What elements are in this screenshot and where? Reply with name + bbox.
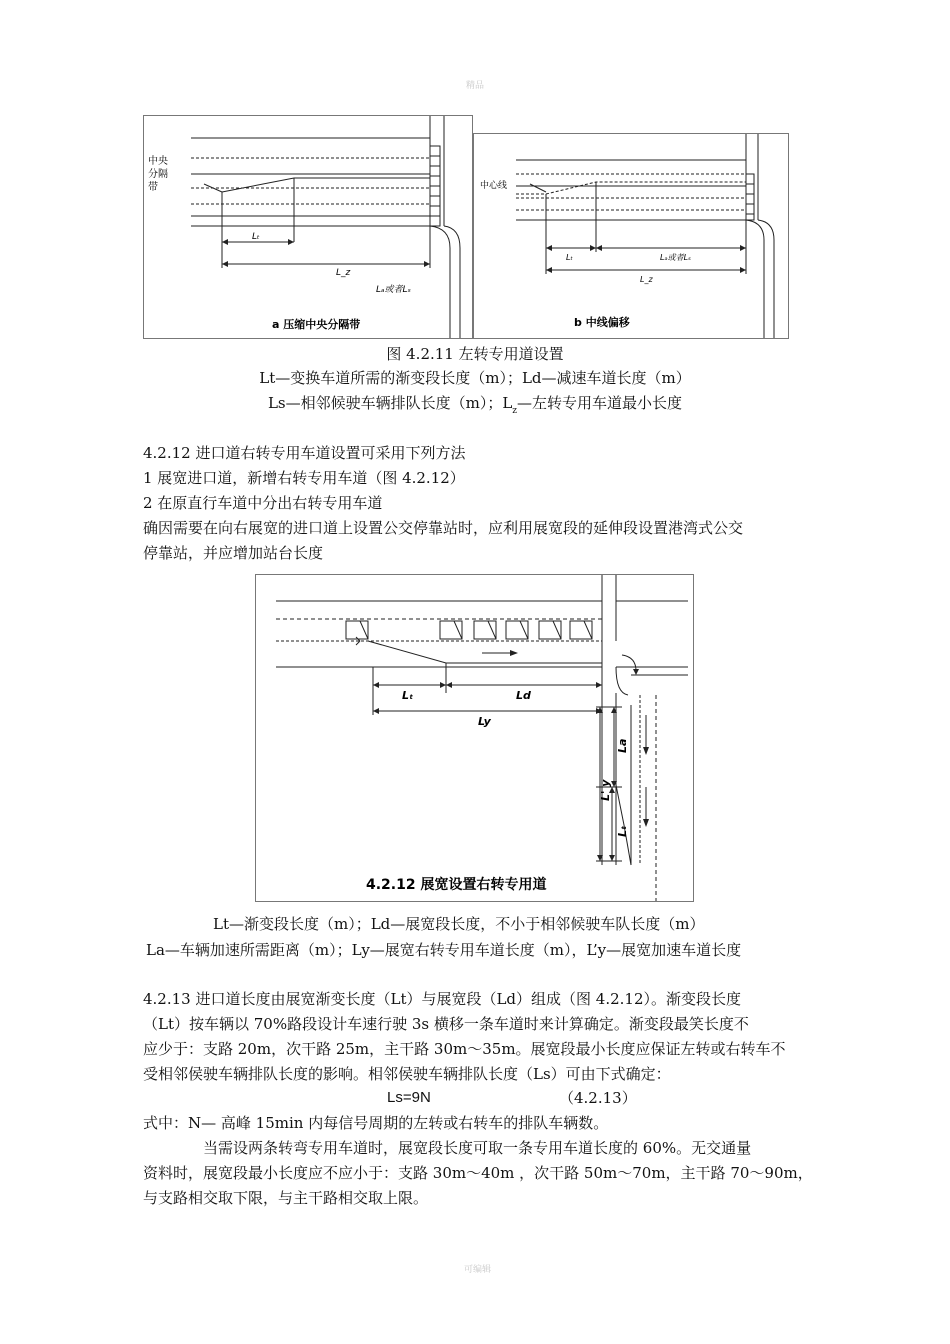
dim-ly: Ly [478, 715, 491, 728]
centerline-label: 中心线 [480, 181, 508, 191]
figure-b-caption: b 中线偏移 [574, 316, 630, 329]
dim-lt-h: Lₜ [402, 689, 414, 702]
figure-412-legend-2: La—车辆加速所需距离（m）；Ly—展宽右转专用车道长度（m），L’y—展宽加速车道长度 [146, 941, 742, 959]
section-413-line-8: 与支路相交取下限，与主干路相交取上限。 [143, 1189, 429, 1207]
dim-lt-b: Lₜ [566, 253, 573, 262]
watermark-bottom: 可编辑 [464, 1265, 492, 1275]
section-412-para-2: 停靠站，并应增加站台长度 [143, 544, 324, 562]
section-412-item-2: 2 在原直行车道中分出右转专用车道 [143, 494, 383, 512]
median-label-3: 带 [148, 182, 158, 193]
dim-ld-ls: Lₐ或者Lₛ [376, 285, 411, 295]
formula: Ls=9N [387, 1089, 431, 1106]
section-413-line-7: 资料时，展宽段最小长度应不应小于：支路 30m～40m ，次干路 50m～70m，主干路 70～90m， [143, 1164, 813, 1182]
dim-lt-v: Lₜ [616, 825, 629, 837]
section-412-item-1: 1 展宽进口道，新增右转专用车道（图 4.2.12） [143, 469, 465, 487]
figure-411-legend-2: Ls—相邻候驶车辆排队长度（m）；$L_z—$左转专用车道最小长度 [267, 394, 683, 416]
figure-412-caption: 4.2.12 展宽设置右转专用道 [366, 877, 547, 893]
dim-ly-prime: L' y [599, 779, 612, 801]
section-412-para-1: 确因需要在向右展宽的进口道上设置公交停靠站时，应利用展宽段的延伸段设置港湾式公交 [143, 519, 744, 537]
figure-412-legend-1: Lt—渐变段长度（m）；Ld—展宽段长度，不小于相邻候驶车队长度（m） [213, 915, 705, 933]
dim-ld: Ld [516, 689, 531, 702]
section-413-line-6: 当需设两条转弯专用车道时，展宽段长度可取一条专用车道长度的 60%。无交通量 [203, 1139, 752, 1157]
section-413-line-5: 式中：N— 高峰 15min 内每信号周期的左转或右转车的排队车辆数。 [143, 1114, 609, 1132]
figure-a-median-compression [143, 115, 473, 339]
figure-411-title: 图 4.2.11 左转专用道设置 [386, 345, 564, 363]
median-label-1: 中央 [148, 156, 168, 167]
section-413-line-1: 4.2.13 进口道长度由展宽渐变长度（Lt）与展宽段（Ld）组成（图 4.2.12）。渐变段长度 [143, 990, 742, 1008]
figure-411-legend-1: Lt—变换车道所需的渐变段长度（m）；Ld—减速车道长度（m） [259, 369, 691, 387]
watermark-top: 精品 [466, 81, 485, 91]
section-413-line-4: 受相邻侯驶车辆排队长度的影响。相邻侯驶车辆排队长度（Ls）可由下式确定： [143, 1065, 671, 1083]
dim-lz: L_z [336, 268, 351, 278]
dim-lt: Lₜ [252, 232, 260, 242]
section-412-title: 4.2.12 进口道右转专用车道设置可采用下列方法 [143, 444, 466, 462]
figure-412-right-turn-lane [255, 574, 694, 902]
dim-la: La [616, 738, 629, 753]
section-413-line-3: 应少于：支路 20m，次干路 25m，主干路 30m～35m。展宽段最小长度应保证左转或右转车不 [143, 1040, 786, 1058]
median-label-2: 分隔 [148, 169, 168, 180]
section-413-line-2: （Lt）按车辆以 70%路段设计车速行驶 3s 横移一条车道时来计算确定。渐变段最笑长度不 [143, 1015, 749, 1033]
dim-lz-b: L_z [640, 275, 653, 284]
figure-a-caption: a 压缩中央分隔带 [272, 318, 361, 331]
formula-number: （4.2.13） [559, 1089, 637, 1107]
figure-b-centerline-shift [473, 133, 789, 339]
dim-ld-ls-b: Lₐ或者Lₛ [660, 253, 692, 262]
